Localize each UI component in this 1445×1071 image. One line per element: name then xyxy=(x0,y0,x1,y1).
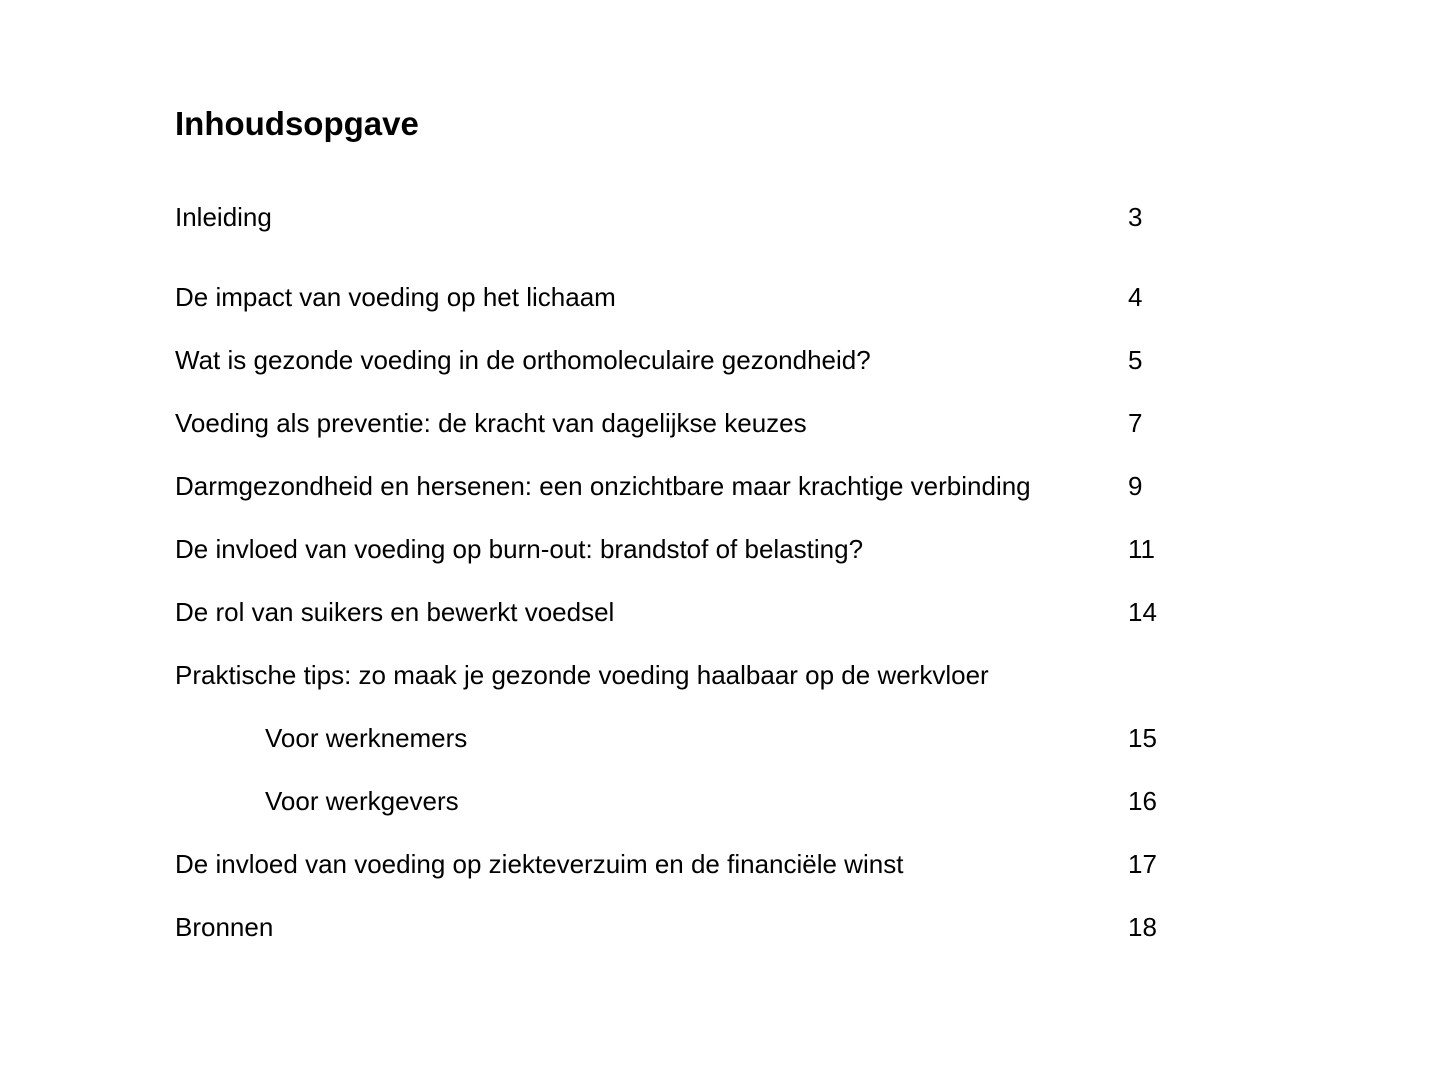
toc-entry-label: De rol van suikers en bewerkt voedsel xyxy=(175,597,615,627)
toc-entry-label: De invloed van voeding op ziekteverzuim en de financiële winst xyxy=(175,849,904,879)
toc-entry-page-number: 4 xyxy=(1128,282,1143,312)
toc-subentry-page-number: 15 xyxy=(1128,723,1157,753)
toc-entry-label: De impact van voeding op het lichaam xyxy=(175,282,616,312)
toc-entry xyxy=(0,846,1445,882)
toc-entry xyxy=(0,279,1445,315)
toc-entry xyxy=(0,468,1445,504)
toc-entry-page-number: 3 xyxy=(1128,202,1143,232)
toc-entry-label: Inleiding xyxy=(175,202,272,232)
toc-entry xyxy=(0,657,1445,693)
toc-entry-page-number: 5 xyxy=(1128,345,1143,375)
toc-entry xyxy=(0,199,1445,235)
toc-entry-page-number: 11 xyxy=(1128,534,1155,564)
toc-entry-page-number: 17 xyxy=(1128,849,1157,879)
toc-title: Inhoudsopgave xyxy=(175,105,419,142)
toc-entry-label: De invloed van voeding op burn-out: brandstof of belasting? xyxy=(175,534,864,564)
toc-subentry-label: Voor werkgevers xyxy=(265,786,459,816)
toc-entry xyxy=(0,594,1445,630)
toc-entry-page-number: 9 xyxy=(1128,471,1143,501)
toc-entry-page-number: 7 xyxy=(1128,408,1143,438)
toc-entry-page-number: 18 xyxy=(1128,912,1157,942)
toc-entry-label: Wat is gezonde voeding in de orthomoleculaire gezondheid? xyxy=(175,345,871,375)
toc-entry xyxy=(0,531,1445,567)
toc-entry xyxy=(0,405,1445,441)
toc-subentry xyxy=(0,783,1445,819)
toc-entry-page-number: 14 xyxy=(1128,597,1157,627)
toc-entry-label: Voeding als preventie: de kracht van dagelijkse keuzes xyxy=(175,408,807,438)
toc-subentry-page-number: 16 xyxy=(1128,786,1157,816)
toc-entry-label: Praktische tips: zo maak je gezonde voeding haalbaar op de werkvloer xyxy=(175,660,989,690)
toc-subentry-label: Voor werknemers xyxy=(265,723,468,753)
toc-entry xyxy=(0,342,1445,378)
toc-entry-label: Darmgezondheid en hersenen: een onzichtbare maar krachtige verbinding xyxy=(175,471,1031,501)
toc-entry xyxy=(0,909,1445,945)
toc-entry-label: Bronnen xyxy=(175,912,274,942)
toc-subentry xyxy=(0,720,1445,756)
